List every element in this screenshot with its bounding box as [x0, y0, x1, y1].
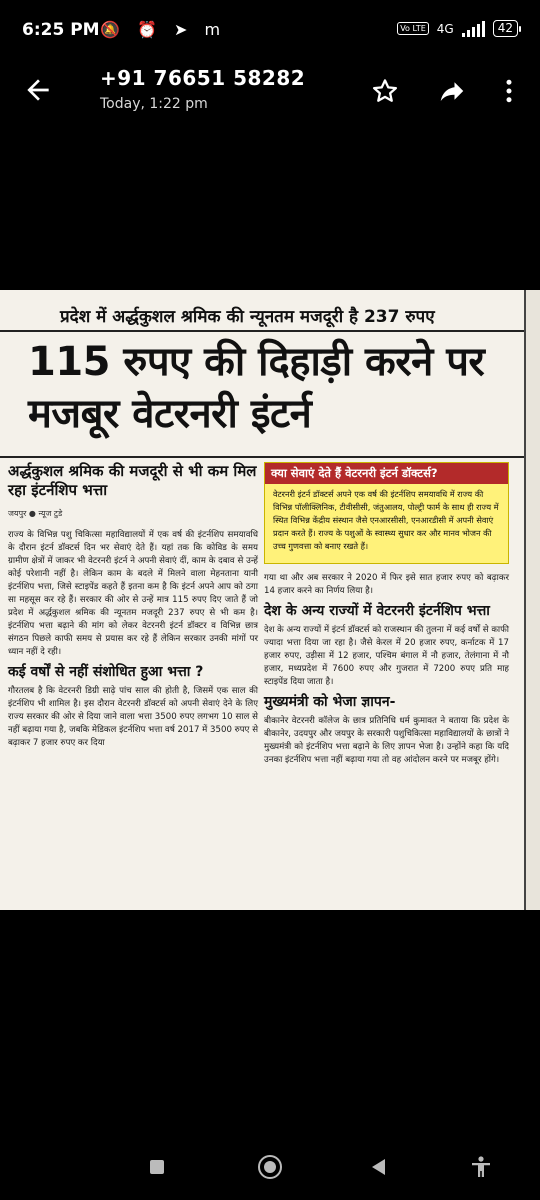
message-timestamp: Today, 1:22 pm [100, 96, 208, 112]
recents-square-icon[interactable] [150, 1160, 164, 1174]
signal-icon [462, 21, 485, 37]
navigation-bar [0, 1135, 540, 1200]
right-section-head-2: मुख्यमंत्री को भेजा ज्ञापन- [264, 694, 396, 710]
right-body-3: बीकानेर वेटरनरी कॉलेज के छात्र प्रतिनिधि धर्म कुमावत ने बताया कि प्रदेश के बीकानेर, उदयपुर और जयपुर के सरकारी पशुचिकित्सा महाविद्यालयों के छात्रों ने मुख्यमंत्री को इंटर्नशिप भत्ता बढ़ाने के लिए ज्ञापन भेजा है। उन्होंने कहा कि यदि उनका इंटर्नशिप भत्ता नहीं बढ़ाया गया तो वह आंदोलन करने पर मजबूर होंगे। [264, 716, 509, 765]
battery-icon: 42 [493, 20, 518, 37]
status-time: 6:25 PM [22, 20, 100, 40]
status-right-group [397, 20, 518, 37]
adjacent-column-edge [524, 290, 540, 910]
info-box [264, 462, 509, 564]
star-button[interactable] [370, 76, 400, 106]
star-icon [370, 76, 400, 106]
right-section-head-1: देश के अन्य राज्यों में वेटरनरी इंटर्नशिप भत्ता [264, 603, 490, 619]
more-options-button[interactable] [494, 76, 524, 106]
accessibility-icon[interactable] [470, 1155, 492, 1183]
article-headline: 115 रुपए की दिहाड़ी करने पर मजबूर वेटरनरी इंटर्न [28, 339, 485, 437]
back-triangle-icon[interactable] [372, 1159, 385, 1175]
divider [0, 330, 525, 332]
left-subhead: अर्द्धकुशल श्रमिक की मजदूरी से भी कम मिल रहा इंटर्नशिप भत्ता [8, 462, 257, 499]
right-column [264, 462, 509, 767]
info-box-title: क्या सेवाएं देते हैं वेटरनरी इंटर्न डॉक्टर्स? [265, 463, 508, 484]
app-bar [0, 60, 540, 124]
home-circle-icon[interactable] [258, 1155, 282, 1179]
share-button[interactable] [437, 76, 467, 106]
notification-icons: 🔕 ⏰ ➤ m [100, 20, 227, 39]
status-bar [0, 0, 540, 60]
article-kicker: प्रदेश में अर्द्धकुशल श्रमिक की न्यूनतम मजदूरी है 237 रुपए [60, 307, 435, 327]
arrow-back-icon [22, 74, 54, 106]
left-body-1: राज्य के विभिन्न पशु चिकित्सा महाविद्यालयों में एक वर्ष की इंटर्नशिप समयावधि के दौरान इंटर्न डॉक्टर्स दिन भर सेवाएं देते हैं। यहां तक कि कोविड के समय ग्रामीण क्षेत्रों में जाकर भी वेटरनरी इंटर्न ने अपनी सेवाएं दीं, काम के दबाव से उन्हें कोई परेशानी नहीं है। लेकिन काम के बदले में मिलने वाला मेहनताना यानी इंटर्नशिप भत्ता, जिसे स्टाइपेंड कहते हैं इतना कम है कि इंटर्न अपने आप को ठगा सा महसूस कर रहे हैं। सरकार की ओर से उन्हें मात्र 115 रुपए दिए जाते हैं जो प्रदेश में अर्द्धकुशल श्रमिक की न्यूनतम मजदूरी 237 रुपए से भी कम है। इंटर्नशिप भत्ता बढ़ाने की मांग को लेकर वेटरनरी इंटर्न डॉक्टर व विभिन्न छात्र संगठन पिछले काफी समय से प्रयास कर रहे हैं लेकिन सरकार उनकी मांगों पर ध्यान नहीं दे रही। [8, 530, 258, 657]
image-viewer[interactable] [0, 290, 540, 910]
info-box-body: वेटरनरी इंटर्न डॉक्टर्स अपने एक वर्ष की इंटर्नशिप समयावधि में राज्य की विभिन्न पॉलीक्लिनिक, टीवीसीसी, जंतुआलय, पोल्ट्री फार्म के साथ ही राज्य में स्थित विभिन्न केंद्रीय संस्थान जैसे एनआरसीसी, एनआरडीसी में अपनी सेवाएं प्रदान करते हैं। राज्य के पशुओं के स्वास्थ्य सुधार कर और मानव भोजन की उच्च गुणवत्ता को बनाए रखते हैं। [273, 489, 499, 551]
left-column [8, 462, 258, 750]
back-button[interactable] [22, 74, 54, 106]
right-body-2: देश के अन्य राज्यों में इंटर्न डॉक्टर्स को राजस्थान की तुलना में कई वर्षों से काफी ज्यादा भत्ता दिया जा रहा है। जैसे केरल में 20 हजार रुपए, कर्नाटक में 17 हजार रुपए, उड़ीसा में 12 हजार, पश्चिम बंगाल में नौ हजार, तेलंगाना में नौ हजार, मध्यप्रदेश में 7600 रुपए और गुजरात में 7200 रुपए प्रति माह स्टाइपेंड दिया जाता है। [264, 625, 509, 687]
share-arrow-icon [437, 76, 467, 106]
divider [0, 456, 525, 458]
byline: जयपुर ● न्यूज टुडे [8, 509, 63, 518]
left-section-head: कई वर्षों से नहीं संशोधित हुआ भत्ता ? [8, 664, 204, 680]
more-vertical-icon [494, 76, 524, 106]
contact-title: +91 76651 58282 [100, 66, 306, 90]
network-type: 4G [436, 21, 454, 36]
left-body-2: गौरतलब है कि वेटरनरी डिग्री साढ़े पांच साल की होती है, जिसमें एक साल की इंटर्नशिप भी शामिल है। इस दौरान वेटरनरी डॉक्टर्स को अपनी सेवाएं देने के लिए राज्य सरकार की ओर से दिया जाने वाला भत्ता 3500 रुपए लगभग 10 साल से नहीं बढ़ाया गया है, जबकि मेडिकल इंटर्नशिप भत्ता वर्ष 2017 में 3500 रुपए से बढ़ाकर 7 हजार रुपए कर दिया [8, 686, 258, 748]
right-body-1: गया था और अब सरकार ने 2020 में फिर इसे सात हजार रुपए को बढ़ाकर 14 हजार करने का निर्णय लिया है। [264, 573, 509, 596]
volte-icon: Vo LTE [397, 22, 429, 35]
